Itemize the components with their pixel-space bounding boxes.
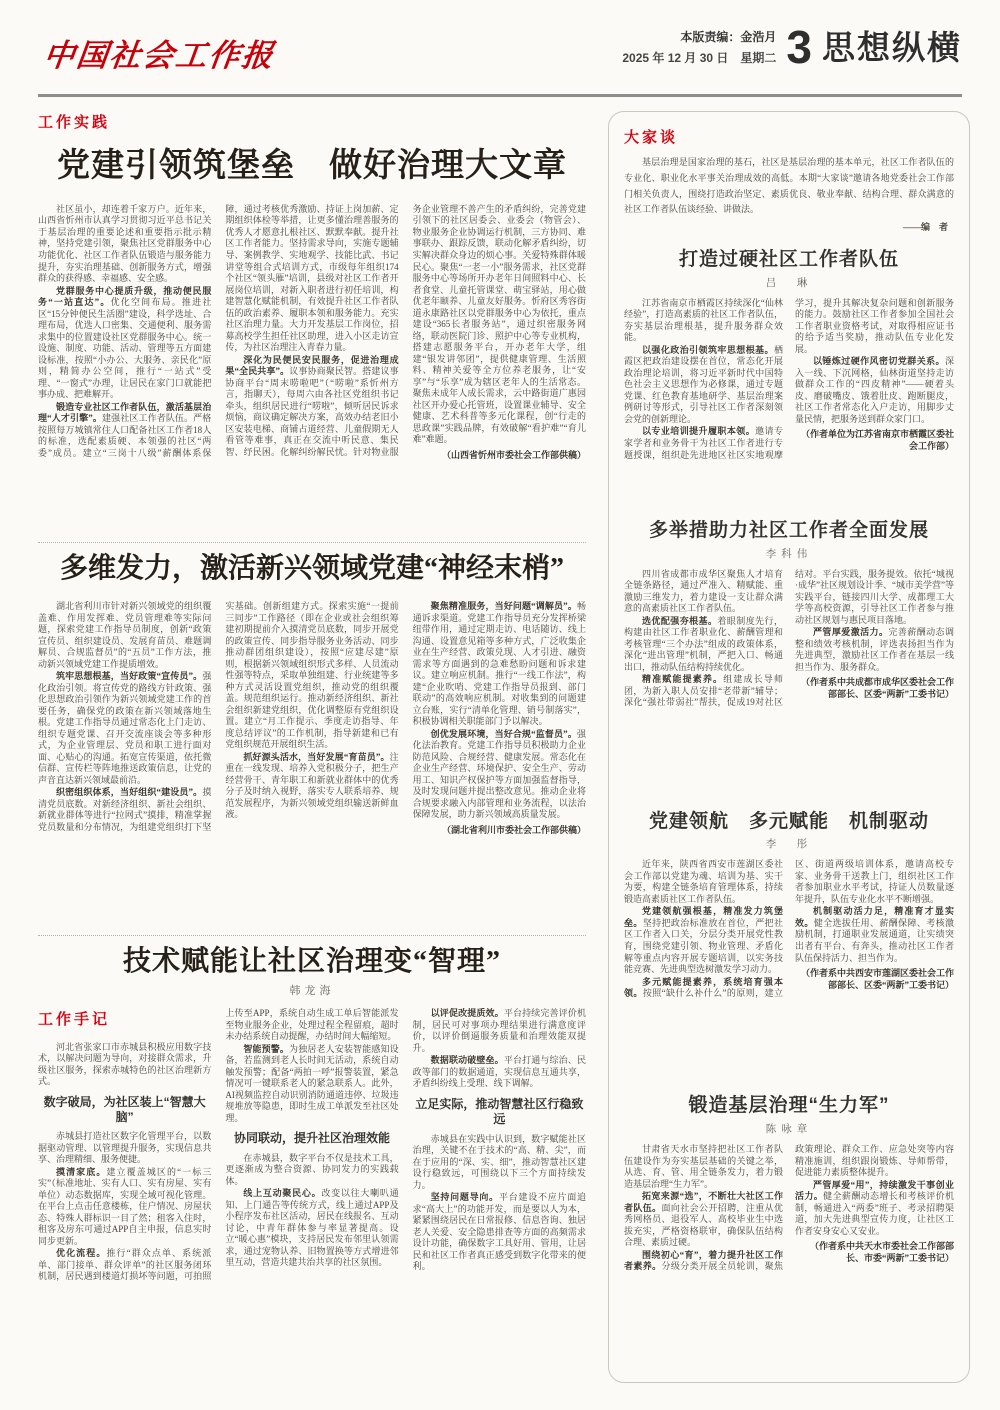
dajiatan-article-1-body [624,298,954,504]
paragraph: 深化为民便民安民服务，促进治理成果“全民共享”。议事协商聚民智。搭建议事协商平台“周末唠啦吧”（“唠啦”系忻州方言，指聊天），每周六由各社区党组织书记牵头，组织居民进行“唠啦”，倾听居民诉求烦恼，商议确定解决方案，高效办结老旧小区安装电梯、商铺占道经营、儿童假期无人看管等难事，真正在交流中听民意、集民智、纾民困。化解纠纷解民忧。针对物业服务企业管理不善产生的矛盾纠纷，完善党建引领下的社区居委会、业委会（物管会）、物业服务企业协调运行机制，三方协同、难事联办、跟踪反馈，联动化解矛盾纠纷，切实解决群众身边的烦心事。关爱特殊群体暖民心。聚焦“一老一小”服务需求，社区党群服务中心等场所开办老年日间照料中心、长者食堂、儿童托管课堂、萌宝驿站，用心做优老年颐养、儿童友好服务。忻府区秀容街道永康路社区以党群服务中心为依托，重点建设“365长者服务站”，通过织密服务网络，联动医院门诊、照护中心等专业机构，搭建志愿服务平台，开办老年大学，组建“银发讲邻团”，提供健康管理、生活照料、精神关爱等全方位养老服务，让“安享”与“乐享”成为辖区老年人的生活常态。聚焦未成年人成长需求，云中路街道广惠园社区开办爱心托管班，设置课业辅导、安全健康、艺术科普等多元化课程，创“行走的思政课”实践品牌，有效破解“看护难”“育儿难”难题。 [225,203,586,457]
paragraph: （作者系中共西安市莲湖区委社会工作部部长、区委“两新”工委书记） [800,968,954,990]
paragraph: 摸清家底。建立覆盖城区的“一标三实”（标准地址、实有人口、实有房屋、实有单位）动态数据库，实现全域可视化管理。在平台上点击任意楼栋，住户情况、房屋状态、特殊人群标识一目了然；租客入住时，租客及房东可通过APP自主申报，信息实时同步更新。 [38,1166,212,1246]
article3-headline: 技术赋能让社区治理变“智理” [122,946,501,978]
paragraph: 拓宽来源“选”，不断壮大社区工作者队伍。面向社会公开招聘，注重从优秀网格员、退役军人、高校毕业生中选拔充实，严格资格联审，确保队伍结构合理、素质过硬。 [624,1191,783,1248]
paragraph: （作者系中共成都市成华区委社会工作部部长、区委“两新”工委书记） [800,677,954,699]
dajiatan-article-4-body [624,1144,954,1356]
paragraph: 赤城县打造社区数字化管理平台，以数据驱动管理、以管理提升服务，实现信息共享、治理精细、服务便捷。 [38,1131,212,1165]
paragraph: 聚焦精准服务，当好问题“调解员”。畅通诉求渠道。党建工作指导员充分发挥桥梁纽带作用，通过定期走访、电话随访、线上沟通、设置意见箱等多种方式，广泛收集企业在生产经营、政策兑现、人才引进、融资需求等方面遇到的急难愁盼问题和诉求建议。建立响应机制。推行“一线工作法”，构建“企业吹哨、党建工作指导员报到、部门联动”的高效响应机制。对收集到的问题建立台账，实行“清单化管理、销号制落实”，积极协调相关职能部门予以解决。 [412,601,586,727]
dajiatan-article-2-body [624,569,954,795]
paragraph: 河北省张家口市赤城县积极应用数字技术，以解决问题为导向，对接群众需求，升级社区服务，探索赤城特色的社区治理新方式。 [38,1041,212,1087]
paragraph: 创优发展环境，当好合规“监督员”。强化法治教育。党建工作指导员积极助力企业防范风险、合规经营、健康发展。常态化在企业生产经营、环境保护、安全生产、劳动用工、知识产权保护等方面加强监督指导，及时发现问题并提出整改意见。推动企业将合规要求融入内部管理和业务流程，以法治保障发展，助力新兴领域高质量发展。 [412,728,586,820]
paragraph: 筑牢思想根基，当好政策“宣传员”。强化政治引领。将宣传党的路线方针政策、强化思想政治引领作为新兴领域党建工作的首要任务，确保党的政策在新兴领域落地生根。党建工作指导员通过常态化上门走访、组织专题党课、召开交流座谈会等多种形式，为企业管理层、党员和职工进行面对面、心贴心的沟通。拓宽宣传渠道，依托微信群、宣传栏等阵地推送政策信息，让党的声音直达新兴领域最前沿。 [38,671,212,785]
paragraph: 智能预警。为独居老人安装智能感知设备，若监测到老人长时间无活动，系统自动触发预警；配备“两拍一呼”报警装置，紧急情况可一键联系老人的紧急联系人。此外，AI视频监控自动识别消防通道违停、垃圾违规堆放等隐患，即时生成工单派发至社区处理。 [225,1043,399,1123]
right-column [608,111,970,1383]
header-meta-lines [622,28,776,66]
paragraph: 织密组织体系，当好组织“建设员”。摸清党员底数。对新经济组织、新社会组织、新就业群体等进行“拉网式”摸排，精准掌握党员数量和分布情况，为组建党组织打下坚实基础。创新组建方式。探索实施“一提前三同步”工作路径（即在企业或社会组织筹建初期提前介入摸清党员底数，同步开展党的政策宣传、同步指导服务业务活动、同步推动群团组织建设），按照“应建尽建”原则，根据新兴领域组织形式多样、人员流动性强等特点，采取单独组建、行业统建等多种方式灵活设置党组织，推动党的组织覆盖。规范组织运行。推动新经济组织、新社会组织新建党组织，优化调整原有党组织设置。建立“月工作提示、季度走访指导、年度总结评议”的工作机制，指导新建和已有党组织规范开展组织生活。 [38,601,399,832]
dajiatan-article-3-title: 党建领航 多元赋能 机制驱动 [648,810,929,832]
article3-body [38,1008,586,1284]
paragraph: 以强化政治引领筑牢思想根基。栖霞区把政治建设摆在首位，常态化开展政治理论培训，将习近平新时代中国特色社会主义思想作为必修课，通过专题党课、红色教育基地研学、基层治理案例研讨等形式，引导社区工作者深刻领会党的创新理论。 [624,344,783,424]
section-label-dajiatan: 大家谈 [624,129,679,146]
article3-byline: 韩龙海 [289,985,335,998]
paragraph: 党建领航强根基，精准发力筑堡垒。坚持把政治标准放在首位，严把社区工作者入口关，分层分类开展党性教育，围绕党建引领、物业管理、矛盾化解等重点内容开展专题培训，以实务技能竞赛、先进典型选树激发学习动力。 [624,906,783,975]
paragraph: 机制驱动活力足，精准育才显实效。健全选拔任用、薪酬保障、考核激励机制，打通职业发展通道，让实绩突出者有平台、有奔头，推动社区工作者队伍保持活力、担当作为。 [795,906,954,963]
dajiatan-article-3 [624,811,954,1080]
article2-body [38,601,586,919]
paragraph: 赤城县在实践中认识到，数字赋能社区治理，关键不在于技术的“高、精、尖”，而在于应用的“深、实、细”，推动智慧社区建设行稳致远，可围绕以下三个方面持续发力。 [412,1133,586,1190]
dajiatan-article-1 [624,249,954,504]
paragraph: 江苏省南京市栖霞区持续深化“仙林经验”，打造高素质的社区工作者队伍，夯实基层治理根基，提升服务群众效能。 [624,297,783,343]
paragraph: （作者系中共天水市委社会工作部部长、市委“两新”工委书记） [809,1241,954,1263]
paragraph: 精准赋能提素养。组建成长导师团，为新入职人员安排“老带新”辅导；深化“强社带弱社”帮扶，促成19对社区结对。平台实践，服务提效。依托“城视·成华”社区规划设计季、“城市美学营”等实践平台，链接四川大学、成都理工大学等高校资源，引导社区工作者参与推动社区规划与惠民项目落地。 [624,568,954,708]
paragraph: 近年来，陕西省西安市莲湖区委社会工作部以党建为魂、培训为基、实干为要，构建全链条培育管理体系，持续锻造高素质社区工作者队伍。 [624,859,783,904]
dajiatan-box [608,111,970,1383]
header-meta [622,21,962,73]
paragraph: 党群服务中心提质升级，推动便民服务“一站直达”。优化空间布局。推进社区“15分钟便民生活圈”建设，科学选址、合理布局，优选人口密集、交通便利、服务需求集中的位置建设社区党群服务中心。统一设施、制度、功能、活动、管理等五方面建设标准，按照“小办公、大服务、亲民化”原则，精简办公空间，推行“一站式”受理、“一窗式”办理，让居民在家门口就能把事办成、把难解开。 [38,285,212,400]
paragraph: 数据联动破壁垒。平台打通与综治、民政等部门的数据通道，实现信息互通共享，矛盾纠纷线上受理、线下调解。 [412,1055,586,1089]
page-date-line: 2025 年 12 月 30 日 星期二 [622,51,777,65]
paragraph: 数字破局，为社区装上“智慧大脑” [43,1094,206,1124]
dajiatan-article-1-byline: 吕 琳 [765,277,813,289]
paragraph: 四川省成都市成华区聚焦人才培育全链条路径，通过严准入、精赋能、重激励三维发力，着力建设一支让群众满意的高素质社区工作者队伍。 [624,568,783,614]
dajiatan-article-2 [624,520,954,795]
dajiatan-article-4 [624,1095,954,1356]
paragraph: 甘肃省天水市坚持把社区工作者队伍建设作为夯实基层基础的关键之举，从选、育、管、用全链条发力，着力锻造基层治理“生力军”。 [624,1144,783,1189]
page-section-title: 思想纵横 [822,28,962,66]
article1-body [38,204,586,526]
divider-dashed-1 [38,542,586,543]
dajiatan-article-3-byline: 李 彤 [765,839,813,851]
paragraph: 锻造专业社区工作者队伍，激活基层治理“人才引擎”。建强社区工作者队伍。严格按照每万城镇常住人口配备社区工作者18人的标准，选配素质硬、本领强的社区“两委”成员。建立“三岗十八级”薪酬体系保障，通过考核优秀激励、持证上岗加薪、定期组织体检等举措，让更多懂治理善服务的优秀人才愿意扎根社区、默默奉献。提升社区工作者能力。坚持需求导向，实施专题辅导、案例教学、实地观学、技能比武、书记讲堂等组合式培训方式，市级每年组织174个社区“领头雁”培训，县级对社区工作者开展岗位培训，对新入职者进行初任培训，构建智慧化赋能机制，有效提升社区工作者队伍的政治素养、履职本领和服务能力。充实社区治理力量。大力开发基层工作岗位，招募高校学生担任社区助理，进入小区走访宣传，为社区治理注入青春力量。 [38,203,399,458]
paragraph: 社区虽小，却连着千家万户。近年来，山西省忻州市认真学习贯彻习近平总书记关于基层治理的重要论述和重要指示批示精神，坚持党建引领，聚焦社区党群服务中心功能优化、社区工作者队伍锻造与服务能力提升，夯实治理基础、创新服务方式，增强群众的获得感、幸福感、安全感。 [38,203,212,284]
paragraph: （湖北省利川市委社会工作部供稿） [441,824,586,835]
paragraph: 在赤城县，数字平台不仅是技术工具，更逐渐成为整合资源、协同发力的实践载体。 [225,1152,399,1186]
section-label-practice: 工作实践 [38,114,111,131]
paragraph: 以评促改提质效。平台持续完善评价机制，居民可对事项办理结果进行满意度评价，以评价倒逼服务质量和治理效能双提升。 [412,1008,586,1053]
dajiatan-article-2-byline: 李科伟 [765,548,813,560]
page-editor-line: 本版责编：金浩月 [680,30,777,44]
paragraph: 严管厚爱“用”，持续激发干事创业活力。健全薪酬动态增长和考核评价机制，畅通进入“两委”班子、考录招聘渠道，加大先进典型宣传力度，让社区工作者安身安心又安业。 [795,1179,954,1236]
paragraph: （作者单位为江苏省南京市栖霞区委社会工作部） [800,429,954,451]
paragraph: 立足实际，推动智慧社区行稳致远 [415,1096,584,1127]
paragraph: 围绕初心“育”，着力提升社区工作者素养。分级分类开展全员轮训，聚焦政策理论、群众工作、应急处突等内容精准施训，组织跟岗锻炼、导师帮带，促进能力素质整体提升。 [624,1144,954,1272]
paragraph: 抓好源头活水，当好发展“育苗员”。注重在一线发现、培养入党积极分子，把生产经营骨干、青年职工和新就业群体中的优秀分子及时纳入视野，落实专人联系培养、规范发展程序，为新兴领域党组织输送新鲜血液。 [225,751,399,820]
dajiatan-editor-signoff: ——编 者 [902,222,948,232]
article1-headline: 党建引领筑堡垒 做好治理大文章 [57,148,567,184]
paragraph: 严管厚爱激活力。完善薪酬动态调整和绩效考核机制，评选表扬担当作为先进典型，激励社区工作者在基层一线担当作为、服务群众。 [795,627,954,672]
page-header [38,18,962,92]
paragraph: 以专业培训提升履职本领。邀请专家学者和业务骨干为社区工作者进行专题授课，组织赴先进地区社区实地观摩学习，提升其解决复杂问题和创新服务的能力。鼓励社区工作者参加全国社会工作者职业资格考试，对取得相应证书的给予适当奖励，推动队伍专业化发展。 [624,297,954,460]
paragraph: 湖北省利川市针对新兴领域党的组织覆盖难、作用发挥难、党员管理难等实际问题，探索党建工作指导员制度，创新“政策宣传员、组织建设员、发展育苗员、难题调解员、合规监督员”的“五员”工作方法，推动新兴领域党建工作提质增效。 [38,601,212,669]
paragraph: 选优配强夯根基。着眼制度先行，构建由社区工作者职业化、薪酬管理和考核管理“三个办法”组成的政策体系，深化“进出管理”机制，严把入口、畅通出口，推动队伍结构持续优化。 [624,615,783,672]
dajiatan-article-3-body [624,859,954,1079]
article2-headline: 多维发力，激活新兴领域党建“神经末梢” [59,552,564,584]
divider-dashed-2 [38,935,586,936]
paragraph: 多元赋能提素养，系统培育强本领。按照“缺什么补什么”的原则，建立区、街道两级培训体系，邀请高校专家、业务骨干送教上门，组织社区工作者参加职业水平考试，持证人员数量逐年提升，队伍专业化水平不断增强。 [624,859,954,999]
paragraph: 坚持问题导向。平台建设不应片面追求“高大上”的功能开发，而是要以人为本，紧紧围绕居民在日常报修、信息咨询、独居老人关爱、安全隐患排查等方面的高频需求设计功能，确保数字工具好用、管用，让居民和社区工作者真正感受到数字化带来的便利。 [412,1192,586,1272]
paragraph: 优化流程。推行“群众点单、系统派单、部门接单、群众评单”的社区服务闭环机制，居民遇到楼道灯损坏等问题，可拍照上传至APP，系统自动生成工单后智能派发至物业服务企业，处理过程全程留痕，超时未办结系统自动提醒，办结时间大幅缩短。 [38,1008,399,1282]
dajiatan-intro: 基层治理是国家治理的基石，社区是基层治理的基本单元，社区工作者队伍的专业化、职业化水平事关治理成效的高低。本期“大家谈”邀请各地党委社会工作部门相关负责人，围绕打造政治坚定、素质优良、敬业奉献、结构合理、群众满意的社区工作者队伍谈经验、讲做法。 [624,157,954,215]
newspaper-masthead: 中国社会工作报 [41,38,277,74]
paragraph: 线上互动聚民心。改变以往大喇叭通知、上门通告等传统方式，线上通过APP及小程序发布社区活动，居民在线报名、互动讨论，中青年群体参与率显著提高。设立“暖心惠”模块，支持居民发布邻里认领需求，通过宠物认养、旧物置换等方式增进邻里互动，营造共建共治共享的社区氛围。 [225,1188,399,1268]
dajiatan-article-1-title: 打造过硬社区工作者队伍 [678,249,899,270]
paragraph: 以锤炼过硬作风密切党群关系。深入一线、下沉网格，仙林街道坚持走访做群众工作的“四皮精神”——硬着头皮、磨破嘴皮、饿着肚皮、跑断腿皮，社区工作者常态化入户走访，用脚步丈量民情，把服务送到群众家门口。 [795,356,954,424]
paragraph: （山西省忻州市委社会工作部供稿） [441,449,586,460]
left-column [38,111,586,1284]
paragraph: 协同联动，提升社区治理效能 [233,1131,390,1146]
dajiatan-article-2-title: 多举措助力社区工作者全面发展 [648,519,929,541]
dajiatan-article-4-byline: 陈咏章 [765,1124,813,1136]
header-rule [38,94,962,97]
dajiatan-article-4-title: 锻造基层治理“生力军” [688,1095,890,1117]
section-label-worknotes: 工作手记 [38,1011,111,1029]
main-content [38,111,962,1383]
page-number: 3 [786,21,812,73]
